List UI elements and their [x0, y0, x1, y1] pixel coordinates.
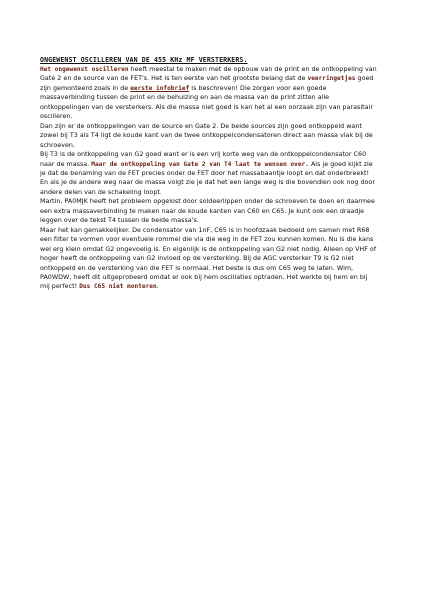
highlight-ongewenst-oscilleren: Het ongewenst oscilleren	[40, 66, 129, 73]
paragraph-martin-fix: Martin, PA0MJK heeft het probleem opgelost door soldeerlippen onder de schroeven te doen en daarmee een extra massaverbinding te maken naar de koude kanten van C60 en C65. Je kunt ook een draadje leggen over de tekst T4 tussen de beide massa's.	[40, 198, 375, 225]
text-segment: goed zijn gemonteerd zoals in de	[40, 75, 374, 92]
paragraph-easier-fix	[40, 226, 379, 292]
text-segment: heeft meestal te maken met de opbouw van de print en de ontkoppeling van Gate 2 en de source van de FET's. Het is ten eerste van het grootste belang dat de	[40, 66, 377, 83]
text-segment: Als je goed kijkt zie je dat de benaming van de FET precies onder de FET door het massabaantje loopt en dat onderbreekt! En als je de andere weg naar de massa volgt zie je dat het een lange weg is die bovendien ook nog door andere delen van de schakeling loopt.	[40, 160, 375, 196]
highlight-gate2-t4: Maar de ontkoppeling van Gate 2 van T4 laat te wensen over.	[91, 160, 309, 168]
text-segment: Maar het kan gemakkelijker. De condensator van 1nF, C65 is in hoofdzaak bedoeld om samen met R68 een filter te vormen voor eventuele rommel die via die weg in de FET zou kunnen komen. Nu is die kans wel erg klein omdat G2 ongevoelig is. En eigenlijk is de ontkoppeling van G2 niet nodig. Alleen op VHF of hoger heeft de ontkoppeling van G2 invloed op de versterking. Bij de AGC versterker T9 is G2 niet ontkoppeld en de versterking van die FET is normaal. Het beste is dus om C65 weg te laten. Wim, PA0WDW, heeft dit uitgeprobeerd omdat er ook bij hem oscillaties optraden. Het werkte bij hem en bij mij perfect!	[40, 226, 377, 291]
paragraph-intro	[40, 65, 379, 122]
paragraph-source-gate2: Dan zijn er de ontkoppelingen van de source en Gate 2. De beide sources zijn goed ontkoppeld want zowel bij T3 als T4 ligt de koude kant van de twee ontkoppelcondensatoren direct aan massa vlak bij de schroeven.	[40, 122, 373, 149]
link-eerste-infobrief[interactable]: eerste infobrief	[130, 84, 190, 92]
highlight-c65-niet-monteren: Dus C65 niet monteren	[79, 283, 157, 291]
paragraph-t3-t4	[40, 150, 379, 197]
text-segment: Bij T3 is de ontkoppeling van G2 goed want er is een vrij korte weg van de ontkoppelcondensator C60 naar de massa.	[40, 151, 367, 168]
text-segment: .	[156, 283, 159, 291]
text-segment: is beschreven! Die zorgen voor een goede massaverbinding tussen de print en de behuizing en aan de massa van de print zitten alle ontkoppelingen van de versterkers. Als die massa niet goed is kan het al een oorzaak zijn van parasitair oscilleren.	[40, 84, 373, 121]
document-title: ONGEWENST OSCILLEREN VAN DE 455 KHz MF VERSTERKERS.	[40, 56, 248, 64]
highlight-veerringetjes: veerringetjes	[307, 75, 356, 83]
